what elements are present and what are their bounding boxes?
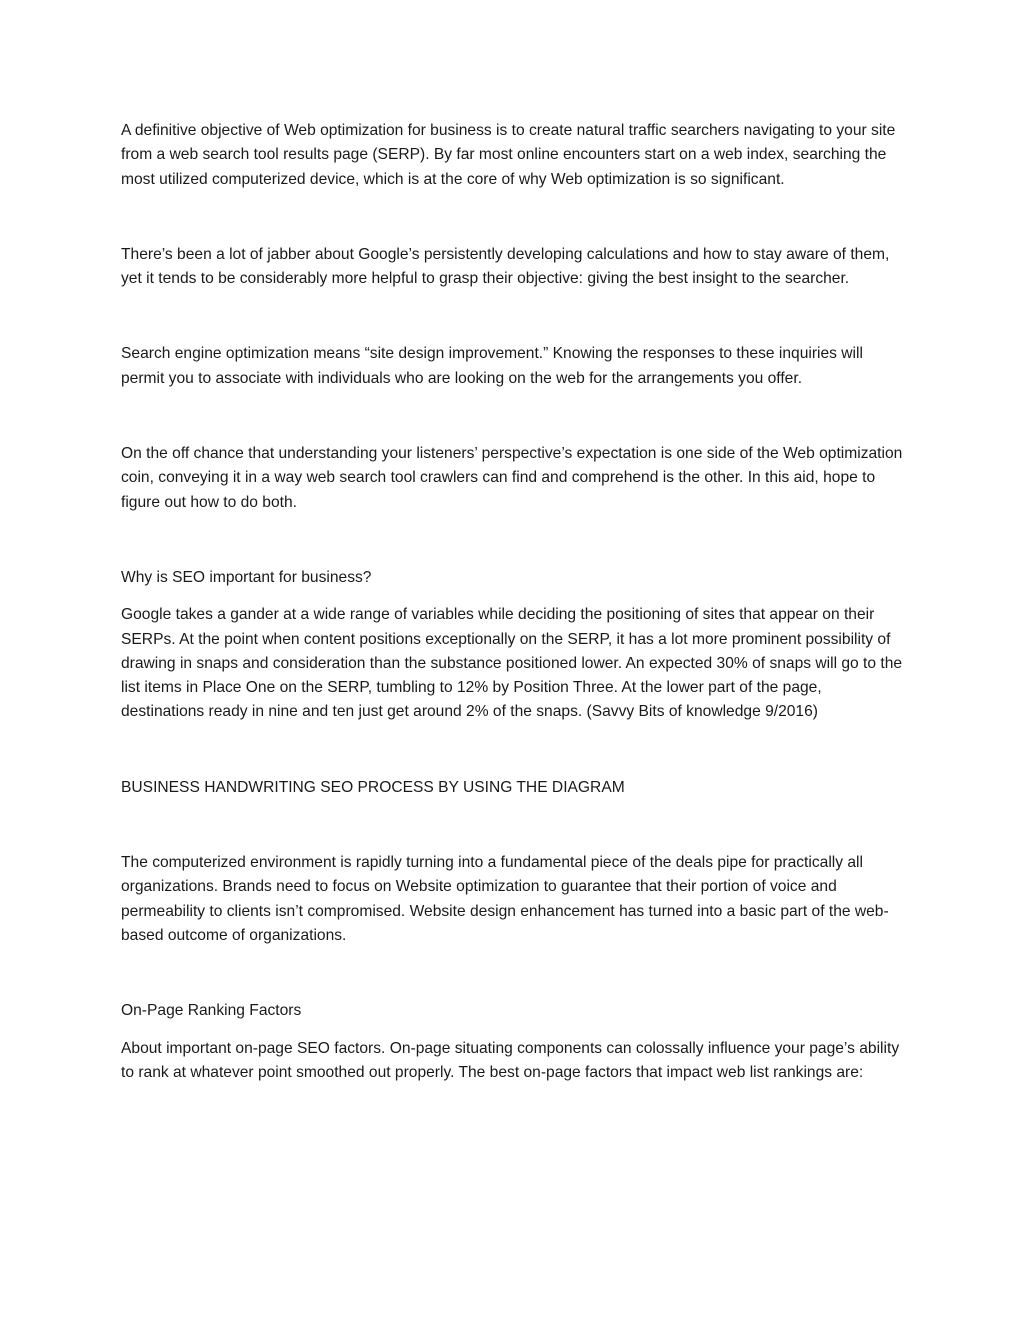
paragraph-serp-ranking: Google takes a gander at a wide range of variables while deciding the positioning of sites that appear on their SERPs. At the point when content positions exceptionally on the SERP, it has a lot more prominent possibility of drawing in snaps and consideration than the substance positioned lower. An expected 30% of snaps will go to the list items in Place One on the SERP, tumbling to 12% by Position Three. At the lower part of the page, destinations ready in nine and ten just get around 2% of the snaps. (Savvy Bits of knowledge 9/2016) (121, 606, 903, 721)
heading-business-seo-process: BUSINESS HANDWRITING SEO PROCESS BY USING THE DIAGRAM (121, 778, 625, 796)
paragraph-on-page-factors: About important on-page SEO factors. On-page situating components can colossally influence your page’s ability to rank at whatever point smoothed out properly. The best on-page factors that impact web list rankings are: (121, 1039, 900, 1081)
paragraph-digital-environment: The computerized environment is rapidly turning into a fundamental piece of the deals pipe for practically all organizations. Brands need to focus on Website optimization to guarantee that their portion of voice and permeability to clients isn’t compromised. Website design enhancement has turned into a basic part of the web-based outcome of organizations. (121, 854, 889, 944)
heading-why-seo-important: Why is SEO important for business? (121, 568, 372, 586)
paragraph-google-algorithms: There’s been a lot of jabber about Google’s persistently developing calculations and how to stay aware of them, yet it tends to be considerably more helpful to grasp their objective: giving the best insight to the searcher. (121, 245, 890, 288)
heading-on-page-ranking-factors: On-Page Ranking Factors (121, 1002, 302, 1020)
paragraph-seo-objective: A definitive objective of Web optimization for business is to create natural traffic searchers navigating to your site from a web search tool results page (SERP). By far most online encounters start on a web index, searching the most utilized computerized device, which is at the core of why Web optimization is so significant. (121, 122, 896, 188)
paragraph-seo-meaning: Search engine optimization means “site design improvement.” Knowing the responses to these inquiries will permit you to associate with individuals who are looking on the web for the arrangements you offer. (121, 345, 863, 387)
paragraph-seo-coin: On the off chance that understanding your listeners’ perspective’s expectation is one side of the Web optimization coin, conveying it in a way web search tool crawlers can find and comprehend is the other. In this aid, hope to figure out how to do both. (121, 445, 903, 511)
document-body (121, 119, 907, 1085)
